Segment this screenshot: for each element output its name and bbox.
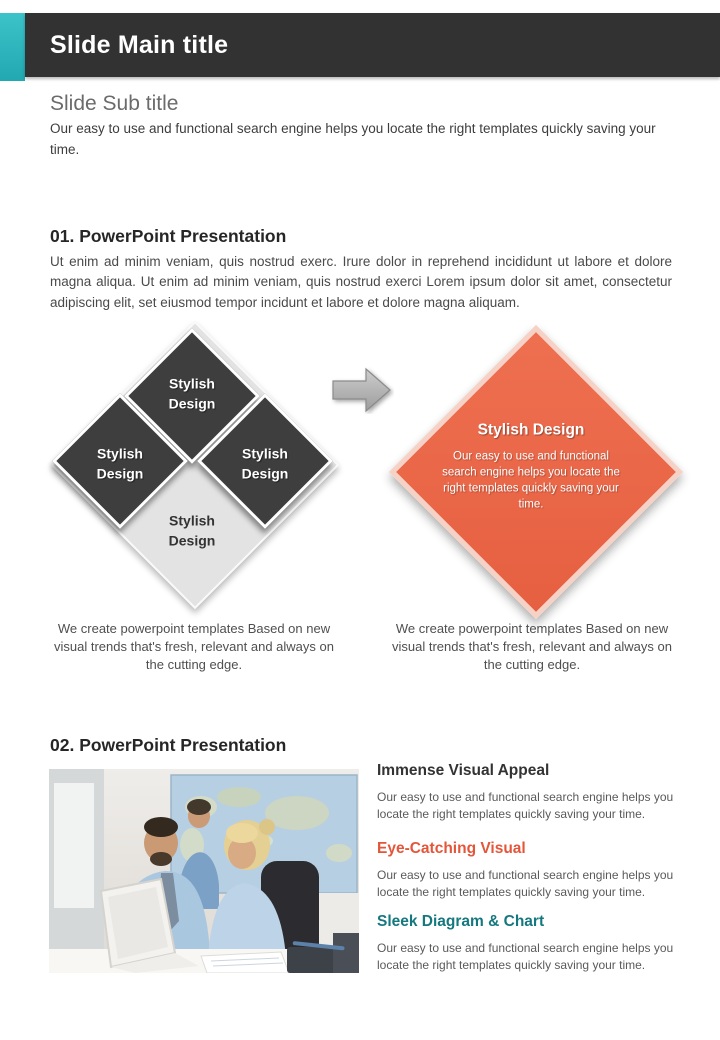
- slide-subtitle: Slide Sub title: [50, 92, 179, 115]
- feature-title: Immense Visual Appeal: [377, 762, 550, 779]
- result-diamond-title: Stylish Design: [477, 421, 585, 439]
- header-accent-bar: [0, 13, 25, 81]
- diamond-label: Stylish Design: [241, 445, 289, 482]
- right-block-arrow-icon: [330, 366, 394, 414]
- section1-heading: 01. PowerPoint Presentation: [50, 226, 287, 246]
- page-title: Slide Main title: [50, 31, 229, 59]
- diamond-label: Stylish Design: [96, 445, 144, 482]
- feature-text: Our easy to use and functional search engine helps you locate the right templates quickly saving your time.: [377, 790, 674, 822]
- section1-body: Ut enim ad minim veniam, quis nostrud exerc. Irure dolor in reprehend incididunt ut labore et dolore magna aliqua. Ut enim ad minim veniam, quis nostrud exerci Lorem ipsum dolor sit amet, consectetur adipiscing elit, set eiusmod tempor incidunt et labore et dolore magna aliquam.: [50, 254, 672, 310]
- feature-block: [377, 762, 685, 824]
- office-team-photo: [49, 769, 359, 973]
- section2-heading: 02. PowerPoint Presentation: [50, 735, 287, 755]
- header-bar: [25, 13, 720, 77]
- intro-text: Our easy to use and functional search engine helps you locate the right templates quickly saving your time.: [50, 121, 656, 157]
- caption-right: We create powerpoint templates Based on new visual trends that's fresh, relevant and always on the cutting edge.: [392, 621, 672, 673]
- caption-left: We create powerpoint templates Based on new visual trends that's fresh, relevant and always on the cutting edge.: [54, 621, 334, 673]
- result-diamond-text: [439, 421, 624, 512]
- feature-title: Eye-Catching Visual: [377, 840, 526, 857]
- feature-title: Sleek Diagram & Chart: [377, 913, 545, 930]
- result-diamond-body: Our easy to use and functional search engine helps you locate the right templates quickly saving your time.: [442, 450, 620, 511]
- diamond-label: Stylish Design: [168, 512, 216, 549]
- feature-block: [377, 913, 685, 975]
- feature-block: [377, 840, 685, 902]
- diamond-label: Stylish Design: [168, 375, 216, 412]
- feature-text: Our easy to use and functional search engine helps you locate the right templates quickly saving your time.: [377, 941, 674, 973]
- feature-text: Our easy to use and functional search engine helps you locate the right templates quickly saving your time.: [377, 868, 674, 900]
- papers: [201, 952, 289, 973]
